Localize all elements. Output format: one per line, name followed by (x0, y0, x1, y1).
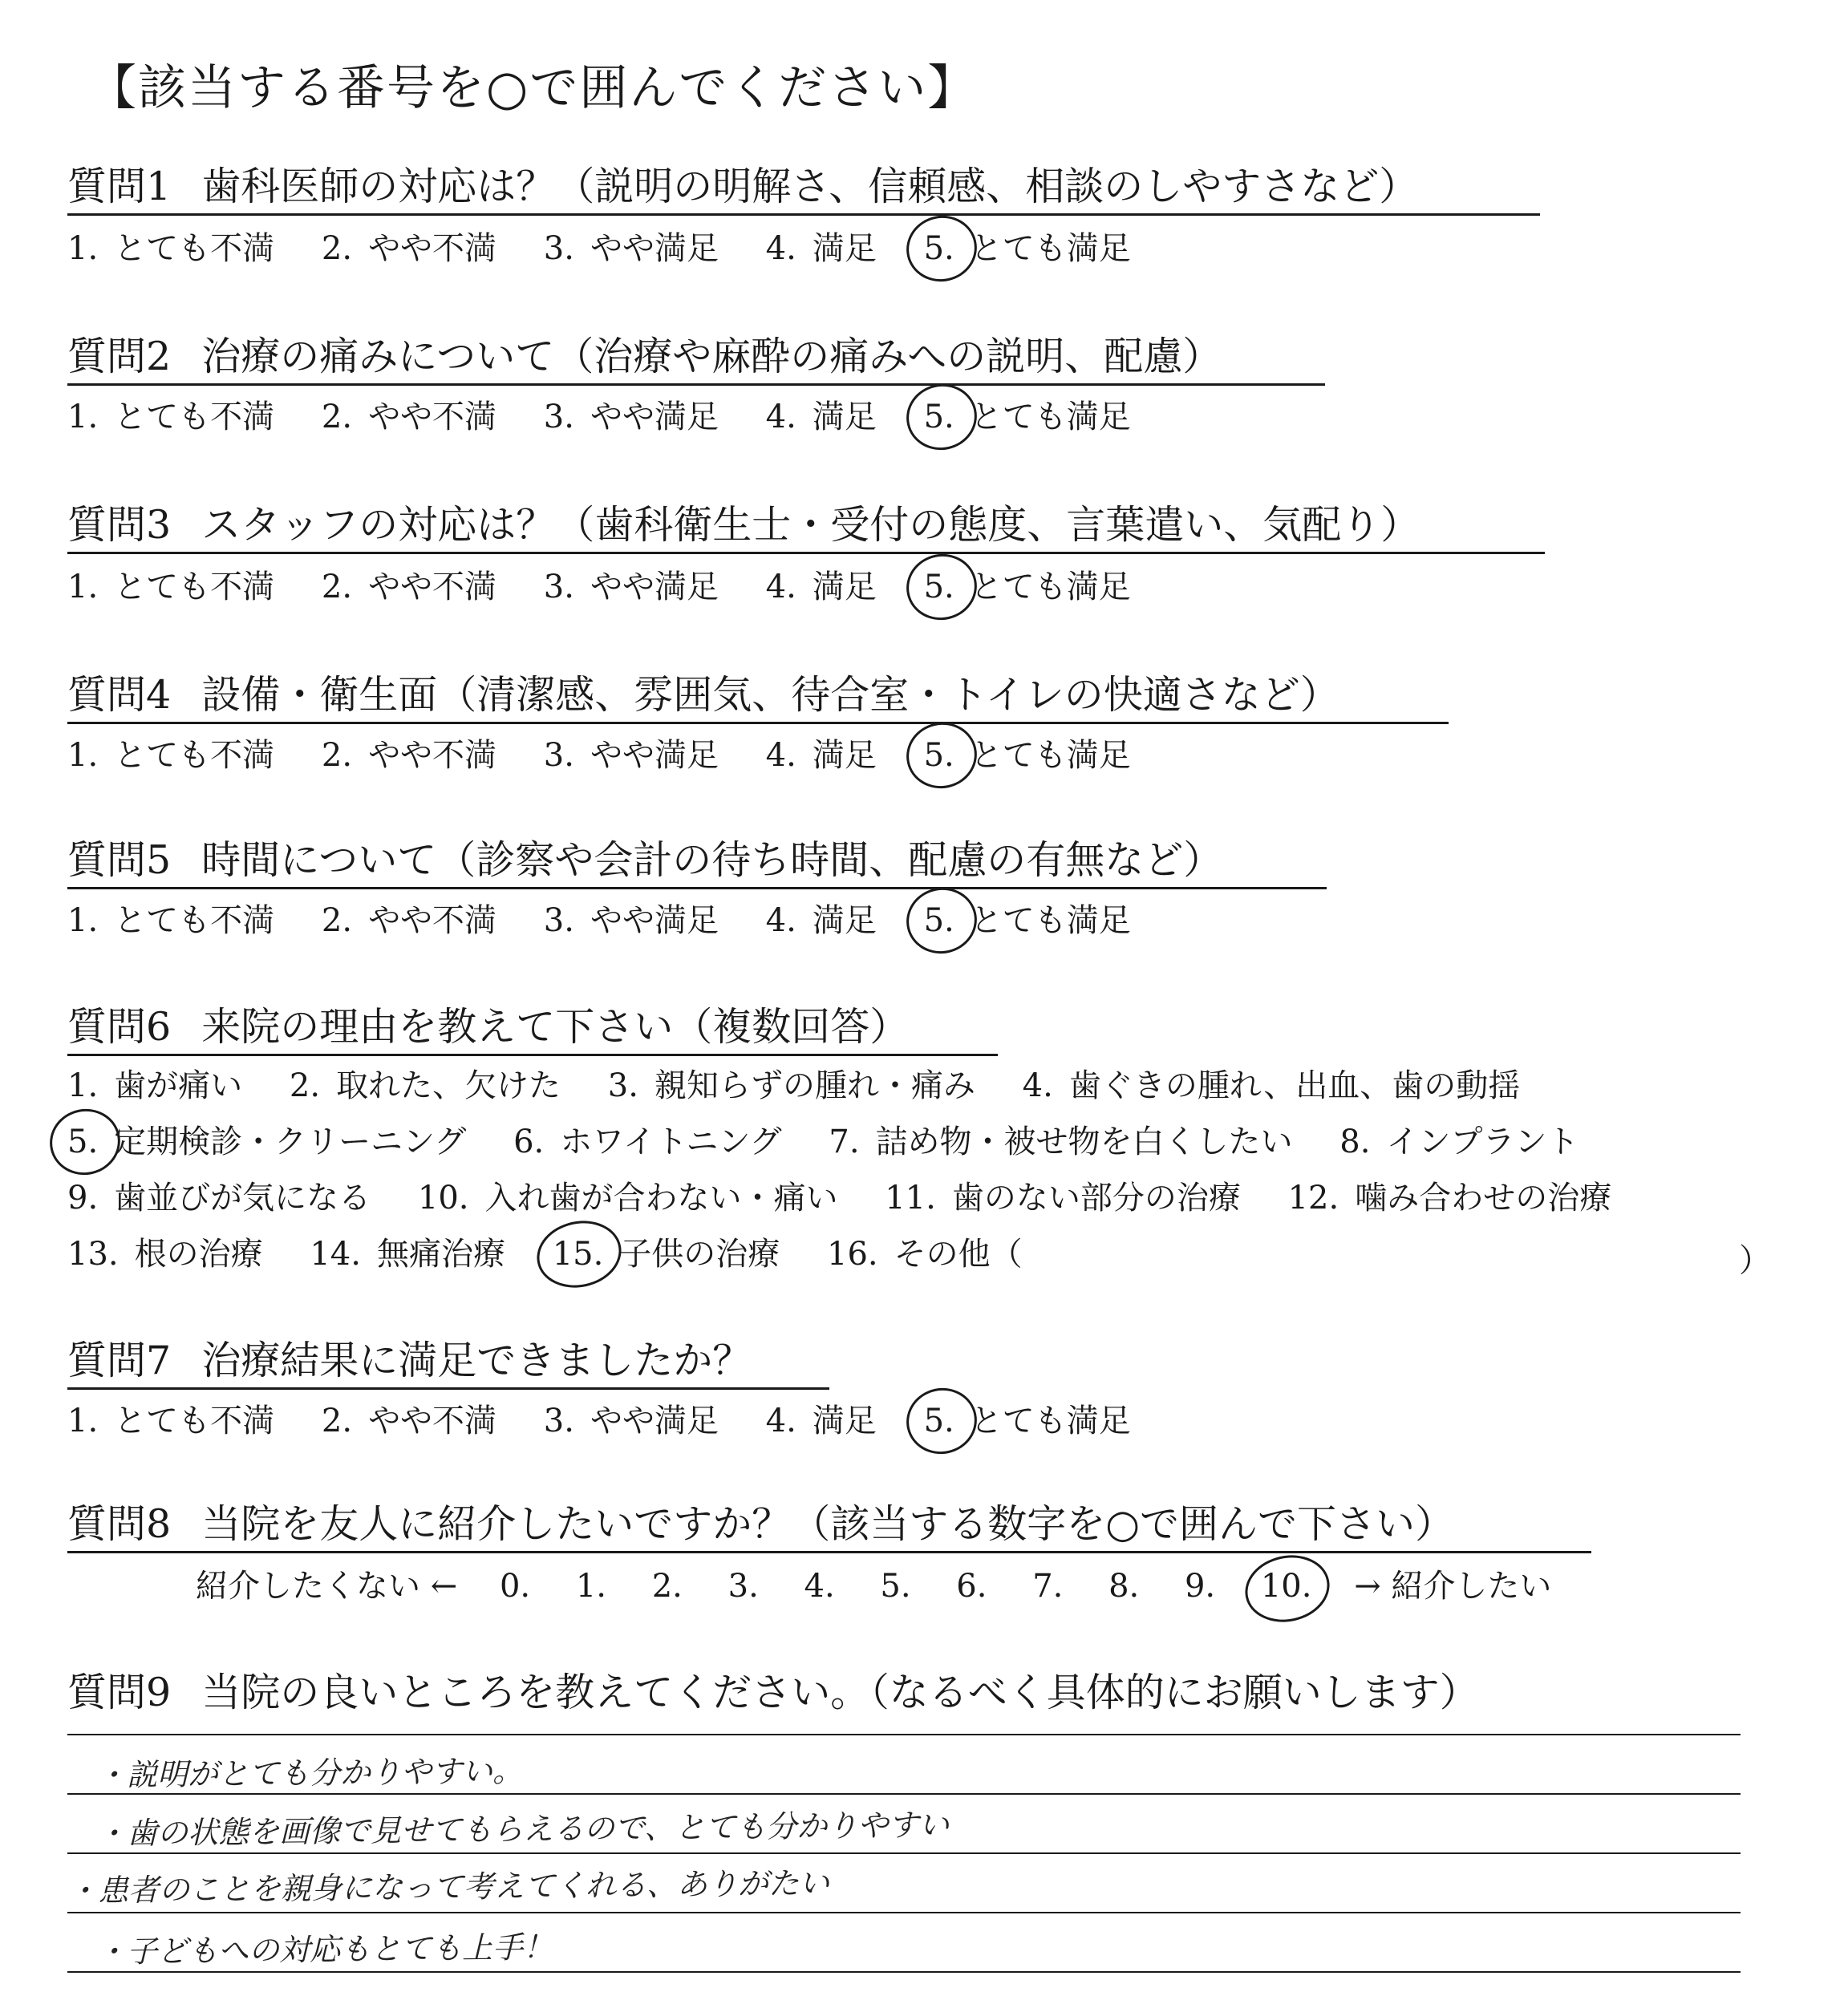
option-4[interactable]: 4. 満足 (765, 902, 877, 939)
recommend-scale (181, 1568, 1566, 1605)
reason-7[interactable]: 7. 詰め物・被せ物を白くしたい (829, 1124, 1293, 1160)
option-1[interactable]: 1. とても不満 (67, 737, 275, 774)
option-1[interactable]: 1. とても不満 (67, 902, 275, 939)
selection-circle (900, 378, 983, 457)
option-3[interactable]: 3. やや満足 (543, 399, 719, 435)
scale-0[interactable]: 0. (499, 1568, 531, 1605)
question-6-underline (67, 1054, 998, 1056)
reason-15-selected[interactable]: 15. 子供の治療 (553, 1238, 780, 1270)
question-1-text: 歯科医師の対応は？（説明の明解さ、信頼感、相談のしやすさなど） (201, 164, 1419, 209)
option-4[interactable]: 4. 満足 (765, 399, 877, 435)
scale-low-label: 紹介したくない ← (196, 1568, 458, 1605)
scale-high-label: → 紹介したい (1354, 1568, 1552, 1605)
question-7-options (67, 1405, 1168, 1437)
question-2-heading: 質問2 治療の痛みについて（治療や麻酔の痛みへの説明、配慮） (67, 334, 1222, 379)
option-2[interactable]: 2. やや不満 (321, 1403, 497, 1439)
reason-5-selected[interactable]: 5. 定期検診・クリーニング (67, 1126, 466, 1158)
option-1[interactable]: 1. とても不満 (67, 569, 275, 605)
scale-9[interactable]: 9. (1184, 1568, 1216, 1605)
question-1-options (67, 230, 1168, 267)
question-3-underline (67, 552, 1545, 554)
option-2[interactable]: 2. やや不満 (321, 230, 497, 267)
reason-16-other[interactable]: 16. その他（ (827, 1236, 1023, 1273)
question-6-row-4 (67, 1236, 1060, 1273)
question-1-underline (67, 213, 1540, 216)
question-2-underline (67, 383, 1325, 386)
question-4-underline (67, 722, 1449, 724)
option-2[interactable]: 2. やや不満 (321, 902, 497, 939)
page-title: 【該当する番号を○で囲んでください】 (88, 60, 978, 116)
option-1[interactable]: 1. とても不満 (67, 399, 275, 435)
handwritten-answer-3: ・患者のことを親身になって考えてくれる、ありがたい (67, 1865, 830, 1909)
answer-line-2 (67, 1793, 1741, 1795)
scale-10-selected[interactable]: 10. (1261, 1570, 1312, 1602)
question-5-heading: 質問5 時間について（診察や会計の待ち時間、配慮の有無など） (67, 837, 1223, 883)
option-3[interactable]: 3. やや満足 (543, 902, 719, 939)
question-4-heading: 質問4 設備・衛生面（清潔感、雰囲気、待合室・トイレの快適さなど） (67, 672, 1339, 718)
scale-7[interactable]: 7. (1032, 1568, 1064, 1605)
option-2[interactable]: 2. やや不満 (321, 737, 497, 774)
option-4[interactable]: 4. 満足 (765, 569, 877, 605)
question-6-row-3 (67, 1180, 1648, 1217)
option-5-selected[interactable]: 5. とても満足 (924, 571, 1131, 603)
question-4-options (67, 737, 1168, 774)
reason-3[interactable]: 3. 親知らずの腫れ・痛み (607, 1067, 975, 1104)
reason-4[interactable]: 4. 歯ぐきの腫れ、出血、歯の動揺 (1022, 1067, 1521, 1104)
selection-circle (900, 209, 983, 289)
option-1[interactable]: 1. とても不満 (67, 1403, 275, 1439)
question-6-row-2 (67, 1126, 1615, 1158)
question-3-options (67, 571, 1168, 603)
answer-line-1 (67, 1734, 1741, 1735)
selection-circle (900, 881, 983, 961)
question-9-heading: 質問9 当院の良いところを教えてください。（なるべく具体的にお願いします） (67, 1670, 1479, 1715)
question-1-label: 質問1 (67, 164, 172, 209)
option-5-selected[interactable]: 5. とても満足 (924, 739, 1131, 771)
option-3[interactable]: 3. やや満足 (543, 1403, 719, 1439)
option-5-selected[interactable]: 5. とても満足 (924, 905, 1131, 937)
selection-circle (530, 1213, 627, 1295)
question-8-heading: 質問8 当院を友人に紹介したいですか？（該当する数字を○で囲んで下さい） (67, 1501, 1454, 1547)
option-2[interactable]: 2. やや不満 (321, 569, 497, 605)
question-7-underline (67, 1387, 829, 1390)
reason-6[interactable]: 6. ホワイトニング (513, 1124, 782, 1160)
answer-line-4 (67, 1912, 1741, 1913)
answer-line-3 (67, 1852, 1741, 1854)
scale-8[interactable]: 8. (1108, 1568, 1140, 1605)
reason-12[interactable]: 12. 噛み合わせの治療 (1287, 1180, 1612, 1217)
question-5-underline (67, 887, 1327, 889)
question-7-heading: 質問7 治療結果に満足できましたか？ (67, 1338, 752, 1383)
reason-9[interactable]: 9. 歯並びが気になる (67, 1180, 371, 1217)
scale-1[interactable]: 1. (575, 1568, 607, 1605)
scale-6[interactable]: 6. (956, 1568, 987, 1605)
reason-10[interactable]: 10. 入れ歯が合わない・痛い (417, 1180, 838, 1217)
scale-3[interactable]: 3. (727, 1568, 759, 1605)
reason-8[interactable]: 8. インプラント (1339, 1124, 1579, 1160)
option-5-selected[interactable]: 5. とても満足 (924, 401, 1131, 433)
question-6-row-1 (67, 1067, 1557, 1104)
question-2-options (67, 401, 1168, 433)
scale-4[interactable]: 4. (804, 1568, 835, 1605)
option-2[interactable]: 2. やや不満 (321, 399, 497, 435)
reason-1[interactable]: 1. 歯が痛い (67, 1067, 243, 1104)
selection-circle (900, 1382, 983, 1461)
selection-circle (900, 716, 983, 796)
selection-circle (1238, 1548, 1335, 1630)
option-3[interactable]: 3. やや満足 (543, 569, 719, 605)
option-1[interactable]: 1. とても不満 (67, 230, 275, 267)
question-6-heading: 質問6 来院の理由を教えて下さい（複数回答） (67, 1004, 910, 1050)
option-4[interactable]: 4. 満足 (765, 1403, 877, 1439)
option-3[interactable]: 3. やや満足 (543, 230, 719, 267)
selection-circle (43, 1103, 126, 1182)
option-4[interactable]: 4. 満足 (765, 737, 877, 774)
handwritten-answer-2: ・歯の状態を画像で見せてもらえるので、とても分かりやすい (95, 1807, 950, 1852)
selection-circle (900, 548, 983, 627)
reason-11[interactable]: 11. 歯のない部分の治療 (885, 1180, 1241, 1217)
answer-line-5 (67, 1971, 1741, 1973)
option-3[interactable]: 3. やや満足 (543, 737, 719, 774)
question-5-options (67, 902, 1168, 939)
scale-5[interactable]: 5. (880, 1568, 911, 1605)
reason-2[interactable]: 2. 取れた、欠けた (289, 1067, 561, 1104)
other-close-paren: ） (1739, 1242, 1771, 1279)
handwritten-answer-1: ・説明がとても分かりやすい。 (95, 1753, 524, 1793)
scale-2[interactable]: 2. (651, 1568, 683, 1605)
question-8-underline (67, 1551, 1591, 1553)
handwritten-answer-4: ・子どもへの対応もとても上手！ (95, 1929, 554, 1970)
option-4[interactable]: 4. 満足 (765, 230, 877, 267)
option-5-selected[interactable]: 5. とても満足 (924, 233, 1131, 265)
question-3-heading: 質問3 スタッフの対応は？（歯科衛生士・受付の態度、言葉遣い、気配り） (67, 502, 1420, 548)
reason-13[interactable]: 13. 根の治療 (67, 1236, 263, 1273)
option-5-selected[interactable]: 5. とても満足 (924, 1405, 1131, 1437)
question-1-heading (67, 164, 1419, 209)
reason-14[interactable]: 14. 無痛治療 (310, 1236, 505, 1273)
